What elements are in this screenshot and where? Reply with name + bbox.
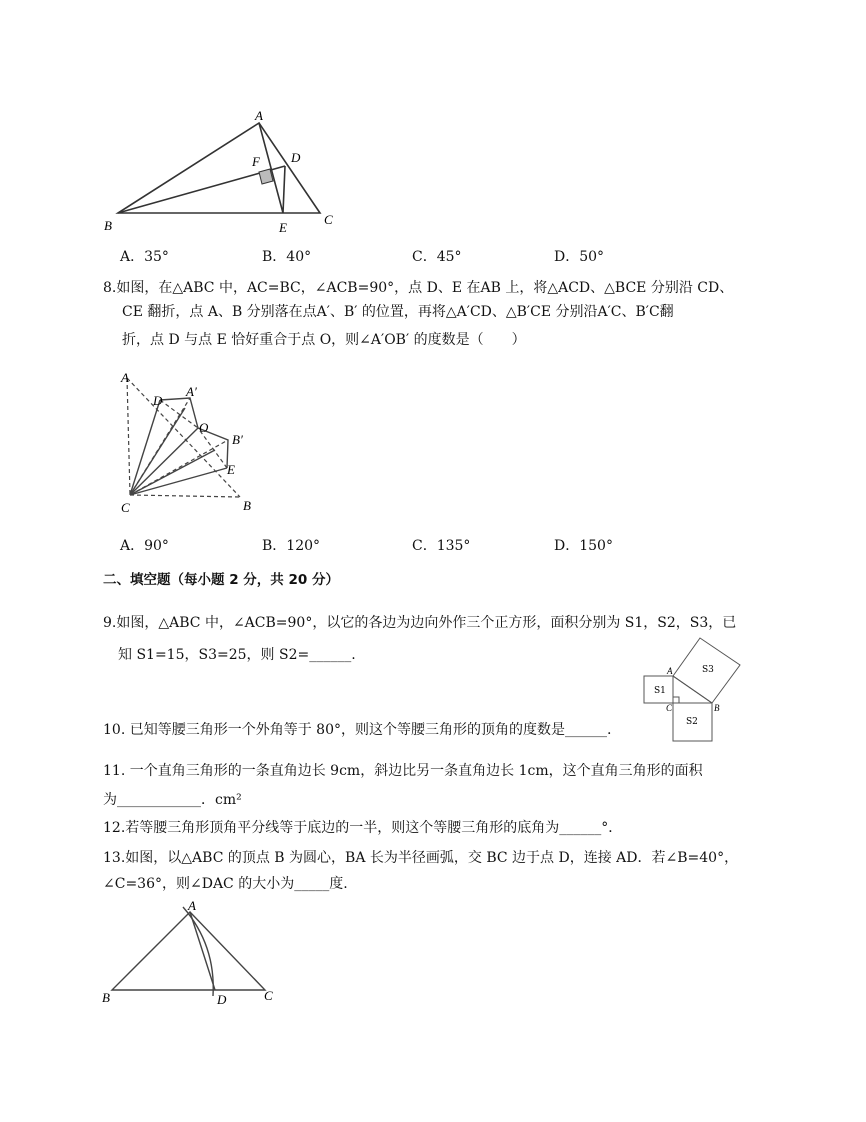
q8-label-b-prime: B′ bbox=[232, 432, 243, 447]
q7-label-e: E bbox=[279, 220, 287, 235]
q8-label-a: A bbox=[121, 370, 129, 385]
q8-option-c[interactable]: C．135° bbox=[412, 538, 471, 554]
q8-line-3: 折，点 D 与点 E 恰好重合于点 O，则∠A′OB′ 的度数是（ ） bbox=[122, 332, 526, 348]
q13-label-c: C bbox=[264, 988, 273, 1003]
q8-label-o: O bbox=[199, 420, 209, 435]
q9-line-2: 知 S1=15，S3=25，则 S2=______. bbox=[118, 647, 356, 663]
q8-option-a[interactable]: A．90° bbox=[120, 538, 169, 554]
q8-line-2: CE 翻折，点 A、B 分别落在点A′、B′ 的位置，再将△A′CD、△B′CE 分别沿A′C、B′C翻 bbox=[122, 304, 674, 320]
q13-line-1: 13.如图，以△ABC 的顶点 B 为圆心，BA 长为半径画弧，交 BC 边于点 D，连接 AD．若∠B=40°， bbox=[103, 850, 739, 866]
q7-label-d: D bbox=[291, 150, 301, 165]
q8-label-e: E bbox=[227, 462, 235, 477]
q8-option-b[interactable]: B．120° bbox=[262, 538, 321, 554]
q13-label-a: A bbox=[188, 898, 196, 913]
q8-label-b: B bbox=[243, 498, 251, 513]
q13-line-2: ∠C=36°，则∠DAC 的大小为_____度. bbox=[103, 876, 348, 892]
q11-line-2: 为____________．cm² bbox=[103, 792, 242, 808]
q8-label-a-prime: A′ bbox=[186, 384, 197, 399]
q7-option-c[interactable]: C．45° bbox=[412, 249, 462, 265]
q7-label-b: B bbox=[104, 218, 112, 233]
q11-line-1: 11. 一个直角三角形的一条直角边长 9cm，斜边比另一条直角边长 1cm，这个直角三角形的面积 bbox=[103, 763, 703, 779]
q9-label-c: C bbox=[666, 703, 673, 713]
q9-label-a: A bbox=[667, 666, 673, 676]
q8-option-d[interactable]: D．150° bbox=[554, 538, 613, 554]
q8-line-1: 8.如图，在△ABC 中，AC=BC，∠ACB=90°，点 D、E 在AB 上，将△ACD、△BCE 分别沿 CD、 bbox=[103, 280, 734, 296]
q8-label-d: D bbox=[153, 393, 163, 408]
q9-label-s2: S2 bbox=[686, 717, 698, 727]
q13-label-d: D bbox=[217, 992, 227, 1007]
section-heading: 二、填空题（每小题 2 分，共 20 分） bbox=[103, 572, 339, 588]
q10-text: 10. 已知等腰三角形一个外角等于 80°，则这个等腰三角形的顶角的度数是______. bbox=[103, 722, 612, 738]
q7-label-a: A bbox=[255, 108, 263, 123]
q13-label-b: B bbox=[102, 990, 110, 1005]
q8-label-c: C bbox=[121, 500, 130, 515]
q9-line-1: 9.如图，△ABC 中，∠ACB=90°，以它的各边为边向外作三个正方形，面积分别为 S1，S2，S3，已 bbox=[103, 615, 737, 631]
q7-label-f: F bbox=[252, 154, 260, 169]
q7-option-a[interactable]: A．35° bbox=[120, 249, 169, 265]
q9-label-s3: S3 bbox=[702, 665, 714, 675]
q9-label-s1: S1 bbox=[654, 686, 666, 696]
q7-option-b[interactable]: B．40° bbox=[262, 249, 312, 265]
q7-label-c: C bbox=[324, 212, 333, 227]
q12-text: 12.若等腰三角形顶角平分线等于底边的一半，则这个等腰三角形的底角为______°． bbox=[103, 820, 623, 836]
q9-label-b: B bbox=[714, 703, 720, 713]
q7-option-d[interactable]: D．50° bbox=[554, 249, 605, 265]
